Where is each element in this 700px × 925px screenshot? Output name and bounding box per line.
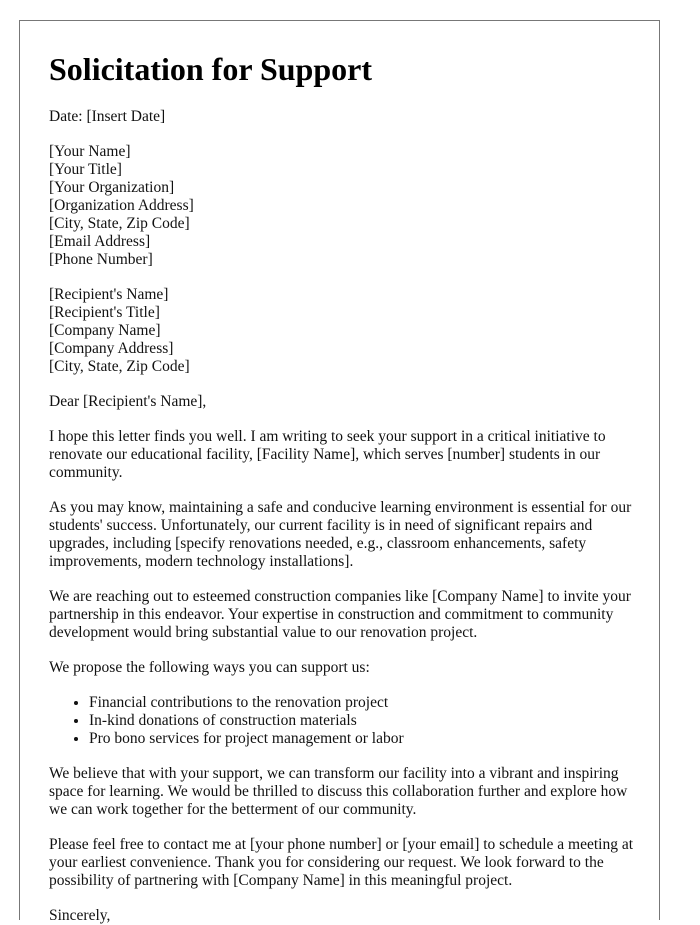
support-options-list	[49, 694, 637, 748]
recipient-city-state-zip: [City, State, Zip Code]	[49, 358, 190, 375]
body-paragraph-vision: We believe that with your support, we can transform our facility into a vibrant and inspiring space for learning. We would be thrilled to discuss this collaboration further and explore how we can work together for the betterment of our community.	[49, 765, 628, 818]
body-paragraph-intro: I hope this letter finds you well. I am writing to seek your support in a critical initiative to renovate our educational facility, [Facility Name], which serves [number] students in our community.	[49, 428, 606, 481]
sender-city-state-zip: [City, State, Zip Code]	[49, 215, 190, 232]
sender-name: [Your Name]	[49, 143, 131, 160]
letter-content	[49, 49, 637, 925]
date-line: Date: [Insert Date]	[49, 108, 166, 125]
salutation: Dear [Recipient's Name],	[49, 393, 207, 410]
recipient-title: [Recipient's Title]	[49, 304, 160, 321]
body-paragraph-contact: Please feel free to contact me at [your phone number] or [your email] to schedule a meeting at your earliest convenience. Thank you for considering our request. We look forward to the possibility of partnering with [Company Name] in this meaningful project.	[49, 836, 634, 889]
list-item: • In-kind donations of construction materials	[89, 712, 637, 730]
body-paragraph-need: As you may know, maintaining a safe and conducive learning environment is essential for our students' success. Unfortunately, our current facility is in need of significant repairs and upgrades, including [specify renovations needed, e.g., classroom enhancements, safety improvements, modern technology installations].	[49, 499, 632, 570]
recipient-company-name: [Company Name]	[49, 322, 161, 339]
list-item: • Financial contributions to the renovation project	[89, 694, 637, 712]
body-paragraph-partnership: We are reaching out to esteemed construction companies like [Company Name] to invite your partnership in this endeavor. Your expertise in construction and commitment to community development would bring substantial value to our renovation project.	[49, 588, 631, 641]
recipient-name: [Recipient's Name]	[49, 286, 169, 303]
letter-title: Solicitation for Support	[49, 51, 372, 87]
sign-off: Sincerely,	[49, 907, 111, 924]
sender-organization-address: [Organization Address]	[49, 197, 194, 214]
list-item: • Pro bono services for project management or labor	[89, 730, 637, 748]
sender-address-block	[49, 143, 637, 269]
recipient-company-address: [Company Address]	[49, 340, 174, 357]
letter-page	[19, 20, 660, 924]
sender-organization: [Your Organization]	[49, 179, 175, 196]
sender-phone: [Phone Number]	[49, 251, 153, 268]
recipient-address-block	[49, 286, 637, 376]
body-paragraph-proposal: We propose the following ways you can support us:	[49, 659, 370, 676]
sender-email: [Email Address]	[49, 233, 151, 250]
sender-title: [Your Title]	[49, 161, 122, 178]
